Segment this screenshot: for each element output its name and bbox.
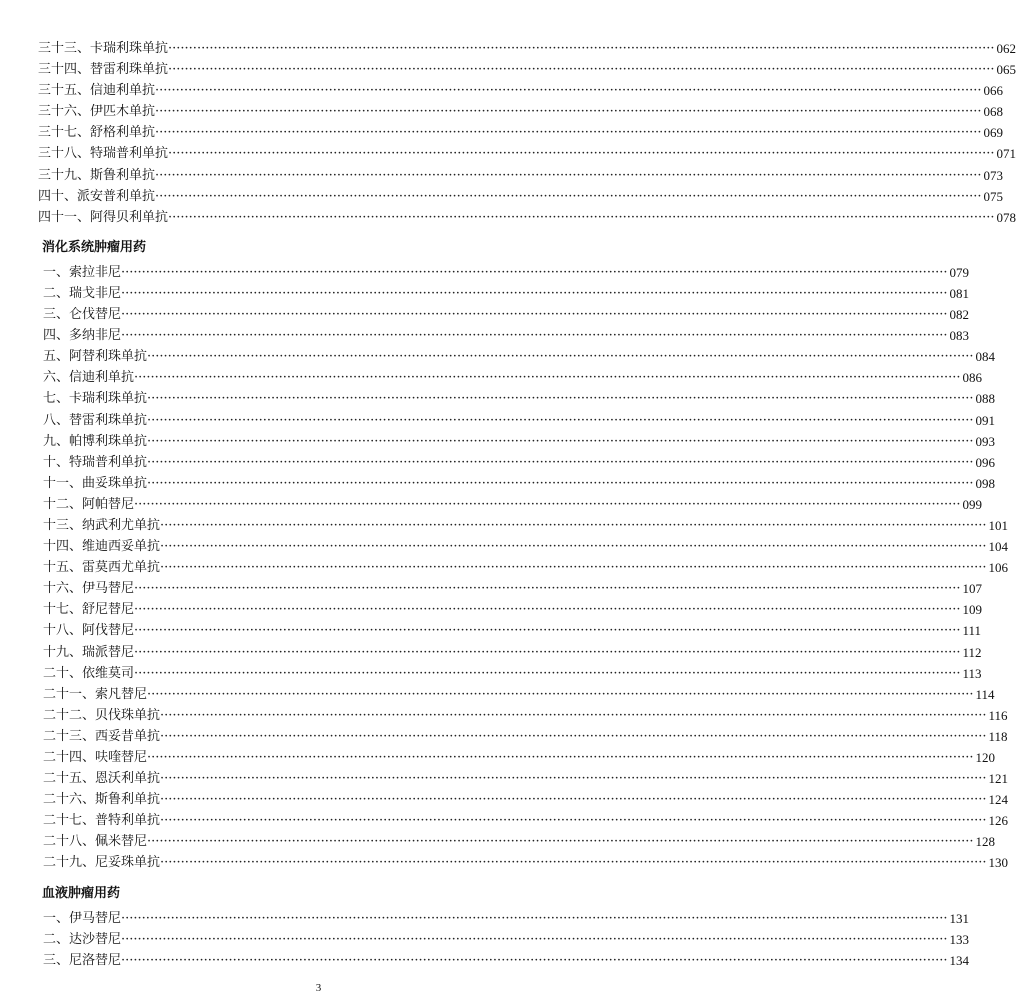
entry-title: 七、卡瑞利珠单抗 — [43, 391, 148, 407]
entry-page-number: 104 — [988, 539, 1008, 555]
entry-title: 四十、派安普利单抗 — [38, 188, 156, 204]
toc-entry[interactable] — [38, 929, 969, 950]
dot-leader: ········································································································································································································ — [160, 855, 987, 871]
dot-leader: ········································································································································································································ — [134, 623, 961, 639]
section-heading: 血液肿瘤用药 — [42, 885, 121, 901]
toc-entry[interactable] — [38, 143, 1016, 164]
toc-entry[interactable] — [38, 705, 1008, 726]
toc-entry[interactable] — [38, 367, 982, 388]
toc-entry[interactable] — [38, 684, 995, 705]
toc-entry[interactable] — [38, 80, 1003, 101]
entry-page-number: 109 — [962, 602, 982, 618]
entry-page-number: 083 — [949, 328, 969, 344]
dot-leader: ········································································································································································································ — [155, 125, 982, 141]
entry-title: 八、替雷利珠单抗 — [43, 412, 148, 428]
toc-entry[interactable] — [38, 726, 1008, 747]
dot-leader: ········································································································································································································ — [147, 750, 974, 765]
section-heading: 消化系统肿瘤用药 — [42, 239, 147, 255]
dot-leader: ········································································································································································································ — [121, 931, 948, 947]
entry-title: 三、尼洛替尼 — [43, 952, 122, 968]
dot-leader: ········································································································································································································ — [155, 188, 982, 204]
toc-entry[interactable] — [38, 831, 995, 852]
entry-title: 十三、纳武利尤单抗 — [43, 517, 161, 533]
toc-entry[interactable] — [38, 747, 995, 768]
dot-leader: ········································································································································································································ — [121, 264, 948, 280]
entry-title: 九、帕博利珠单抗 — [43, 433, 148, 449]
dot-leader: ········································································································································································································ — [160, 771, 987, 787]
dot-leader: ········································································································································································································ — [155, 104, 982, 120]
entry-page-number: 071 — [996, 146, 1016, 162]
entry-page-number: 130 — [988, 855, 1008, 871]
entry-page-number: 134 — [949, 952, 969, 968]
entry-page-number: 068 — [983, 104, 1003, 120]
dot-leader: ········································································································································································································ — [147, 433, 974, 449]
entry-title: 四、多纳非尼 — [43, 328, 122, 344]
entry-page-number: 124 — [988, 792, 1008, 808]
entry-title: 二十五、恩沃利单抗 — [43, 771, 161, 787]
entry-title: 十四、维迪西妥单抗 — [43, 539, 161, 555]
toc-entry[interactable] — [38, 599, 982, 620]
entry-page-number: 116 — [988, 707, 1008, 723]
toc-entry[interactable] — [38, 410, 995, 431]
toc-entry[interactable] — [38, 642, 982, 663]
entry-title: 二十七、普特利单抗 — [43, 813, 161, 829]
dot-leader: ········································································································································································································ — [134, 496, 961, 512]
entry-title: 十八、阿伐替尼 — [43, 623, 135, 639]
entry-title: 三、仑伐替尼 — [43, 307, 122, 323]
dot-leader: ········································································································································································································ — [155, 83, 982, 99]
toc-entry[interactable] — [38, 186, 1003, 207]
entry-title: 四十一、阿得贝利单抗 — [38, 209, 169, 225]
entry-page-number: 107 — [962, 581, 982, 597]
toc-entry[interactable] — [38, 59, 1016, 80]
entry-title: 十一、曲妥珠单抗 — [43, 475, 148, 491]
toc-entry[interactable] — [38, 620, 982, 641]
dot-leader: ········································································································································································································ — [147, 391, 974, 407]
entry-page-number: 069 — [983, 125, 1003, 141]
dot-leader: ········································································································································································································ — [168, 209, 995, 225]
dot-leader: ········································································································································································································ — [168, 62, 995, 78]
toc-entry[interactable] — [38, 388, 995, 409]
dot-leader: ········································································································································································································ — [160, 813, 987, 829]
dot-leader: ········································································································································································································ — [160, 707, 987, 723]
entry-title: 三十六、伊匹木单抗 — [38, 104, 156, 120]
entry-page-number: 111 — [962, 623, 982, 639]
dot-leader: ········································································································································································································ — [134, 370, 961, 386]
entry-title: 二十八、佩米替尼 — [43, 834, 148, 850]
dot-leader: ········································································································································································································ — [147, 454, 974, 470]
toc-entry[interactable] — [38, 101, 1003, 122]
toc-entry[interactable] — [38, 38, 1016, 59]
toc-entry[interactable] — [38, 789, 1008, 810]
entry-page-number: 106 — [988, 560, 1008, 576]
entry-page-number: 062 — [996, 41, 1016, 56]
entry-title: 三十五、信迪利单抗 — [38, 83, 156, 99]
entry-page-number: 086 — [962, 370, 982, 386]
toc-entry[interactable] — [38, 262, 969, 283]
toc-entry[interactable] — [38, 768, 1008, 789]
toc-entry[interactable] — [38, 494, 982, 515]
entry-title: 六、信迪利单抗 — [43, 370, 135, 386]
entry-page-number: 120 — [975, 750, 995, 765]
entry-page-number: 079 — [949, 264, 969, 280]
entry-title: 二十六、斯鲁利单抗 — [43, 792, 161, 808]
entry-page-number: 101 — [988, 517, 1008, 533]
entry-page-number: 133 — [949, 931, 969, 947]
toc-entry[interactable] — [38, 122, 1003, 143]
toc-continued-list — [38, 38, 1016, 228]
entry-title: 五、阿替利珠单抗 — [43, 349, 148, 365]
dot-leader: ········································································································································································································ — [155, 167, 982, 183]
entry-page-number: 093 — [975, 433, 995, 449]
dot-leader: ········································································································································································································ — [160, 728, 987, 744]
entry-page-number: 131 — [949, 910, 969, 926]
entry-title: 十五、雷莫西尤单抗 — [43, 560, 161, 576]
toc-entry[interactable] — [38, 852, 1008, 873]
entry-title: 二十三、西妥昔单抗 — [43, 728, 161, 744]
entry-title: 十九、瑞派替尼 — [43, 644, 135, 660]
toc-entry[interactable] — [38, 431, 995, 452]
dot-leader: ········································································································································································································ — [147, 412, 974, 428]
dot-leader: ········································································································································································································ — [121, 328, 948, 344]
toc-entry[interactable] — [38, 346, 995, 367]
entry-page-number: 128 — [975, 834, 995, 850]
toc-page — [38, 38, 1016, 971]
entry-page-number: 084 — [975, 349, 995, 365]
entry-title: 十二、阿帕替尼 — [43, 496, 135, 512]
entry-page-number: 075 — [983, 188, 1003, 204]
dot-leader: ········································································································································································································ — [168, 146, 995, 162]
entry-title: 十、特瑞普利单抗 — [43, 454, 148, 470]
toc-entry[interactable] — [38, 283, 969, 304]
entry-title: 二十一、索凡替尼 — [43, 686, 148, 702]
dot-leader: ········································································································································································································ — [121, 285, 948, 301]
toc-entry[interactable] — [38, 950, 969, 971]
dot-leader: ········································································································································································································ — [134, 644, 961, 660]
dot-leader: ········································································································································································································ — [168, 41, 995, 56]
entry-title: 一、伊马替尼 — [43, 910, 122, 926]
toc-entry[interactable] — [38, 515, 1008, 536]
entry-title: 三十七、舒格利单抗 — [38, 125, 156, 141]
entry-page-number: 114 — [975, 686, 995, 702]
dot-leader: ········································································································································································································ — [160, 539, 987, 555]
dot-leader: ········································································································································································································ — [121, 307, 948, 323]
entry-title: 三十三、卡瑞利珠单抗 — [38, 41, 169, 56]
entry-page-number: 098 — [975, 475, 995, 491]
section-entries — [38, 262, 1008, 874]
entry-page-number: 126 — [988, 813, 1008, 829]
entry-title: 十六、伊马替尼 — [43, 581, 135, 597]
dot-leader: ········································································································································································································ — [147, 834, 974, 850]
entry-title: 二十、依维莫司 — [43, 665, 135, 681]
toc-entry[interactable] — [38, 207, 1016, 228]
entry-page-number: 096 — [975, 454, 995, 470]
entry-title: 二十二、贝伐珠单抗 — [43, 707, 161, 723]
section-entries — [38, 908, 969, 971]
dot-leader: ········································································································································································································ — [160, 560, 987, 576]
entry-page-number: 091 — [975, 412, 995, 428]
entry-title: 二十四、呋喹替尼 — [43, 750, 148, 765]
toc-entry[interactable] — [38, 536, 1008, 557]
dot-leader: ········································································································································································································ — [147, 475, 974, 491]
entry-title: 三十八、特瑞普利单抗 — [38, 146, 169, 162]
page-number: 3 — [315, 982, 322, 994]
toc-entry[interactable] — [38, 578, 982, 599]
dot-leader: ········································································································································································································ — [134, 581, 961, 597]
dot-leader: ········································································································································································································ — [121, 952, 948, 968]
toc-entry[interactable] — [38, 165, 1003, 186]
toc-entry[interactable] — [38, 557, 1008, 578]
dot-leader: ········································································································································································································ — [147, 349, 974, 365]
dot-leader: ········································································································································································································ — [134, 602, 961, 618]
entry-page-number: 081 — [949, 285, 969, 301]
toc-entry[interactable] — [38, 663, 982, 684]
dot-leader: ········································································································································································································ — [121, 910, 948, 926]
entry-title: 二、达沙替尼 — [43, 931, 122, 947]
entry-page-number: 121 — [988, 771, 1008, 787]
toc-entry[interactable] — [38, 810, 1008, 831]
entry-page-number: 112 — [962, 644, 982, 660]
dot-leader: ········································································································································································································ — [134, 665, 961, 681]
entry-page-number: 088 — [975, 391, 995, 407]
entry-title: 二、瑞戈非尼 — [43, 285, 122, 301]
entry-title: 三十四、替雷利珠单抗 — [38, 62, 169, 78]
entry-page-number: 099 — [962, 496, 982, 512]
dot-leader: ········································································································································································································ — [160, 517, 987, 533]
dot-leader: ········································································································································································································ — [147, 686, 974, 702]
dot-leader: ········································································································································································································ — [160, 792, 987, 808]
entry-title: 三十九、斯鲁利单抗 — [38, 167, 156, 183]
entry-title: 二十九、尼妥珠单抗 — [43, 855, 161, 871]
entry-title: 十七、舒尼替尼 — [43, 602, 135, 618]
entry-page-number: 118 — [988, 728, 1008, 744]
entry-page-number: 082 — [949, 307, 969, 323]
entry-title: 一、索拉非尼 — [43, 264, 122, 280]
entry-page-number: 065 — [996, 62, 1016, 78]
entry-page-number: 113 — [962, 665, 982, 681]
toc-entry[interactable] — [38, 908, 969, 929]
toc-entry[interactable] — [38, 325, 969, 346]
entry-page-number: 066 — [983, 83, 1003, 99]
toc-entry[interactable] — [38, 304, 969, 325]
toc-entry[interactable] — [38, 473, 995, 494]
entry-page-number: 078 — [996, 209, 1016, 225]
toc-entry[interactable] — [38, 452, 995, 473]
entry-page-number: 073 — [983, 167, 1003, 183]
